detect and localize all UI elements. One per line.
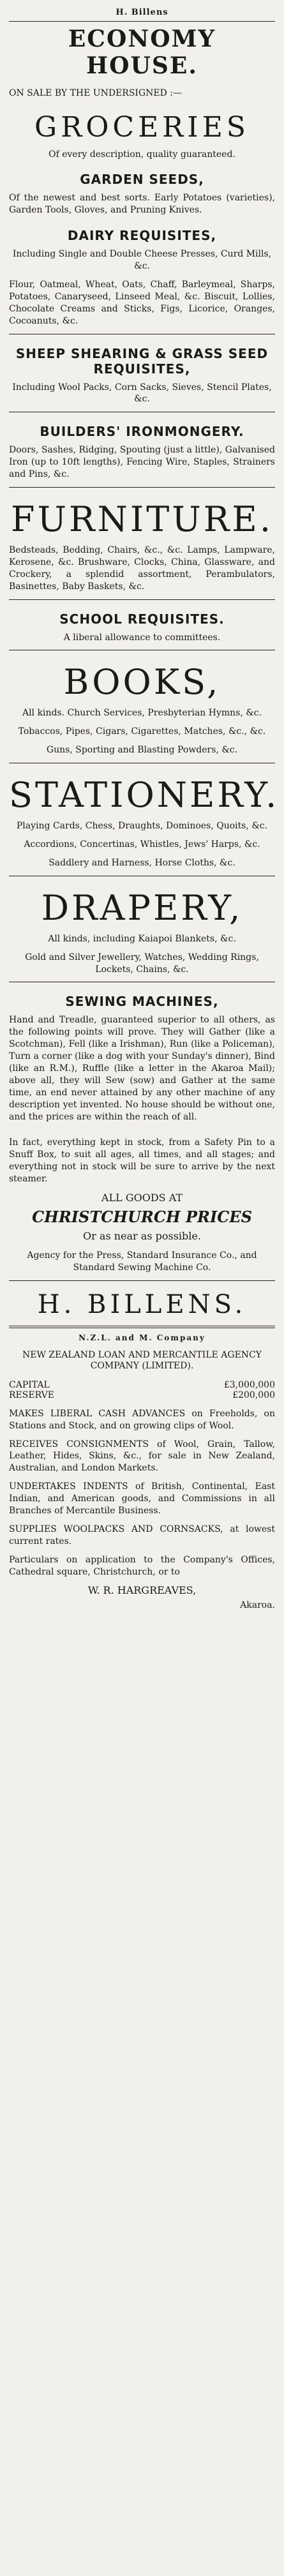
spacer-2: [9, 1242, 275, 1250]
sheep-title: SHEEP SHEARING & GRASS SEED REQUISITES,: [15, 345, 269, 377]
reserve-label: RESERVE: [9, 1389, 54, 1400]
nz-small-header: N.Z.L. and M. Company: [78, 1333, 206, 1342]
accordion-text: Accordions, Concertinas, Whistles, Jews' Harps, &c.: [24, 839, 260, 850]
builders-title: BUILDERS' IRONMONGERY.: [40, 424, 244, 440]
reserve-value: £200,000: [232, 1389, 275, 1400]
agent-place: Akaroa.: [240, 1600, 275, 1611]
agency-text: Agency for the Press, Standard Insurance Co., and Standard Sewing Machine Co.: [27, 1250, 257, 1273]
dairy-text: Including Single and Double Cheese Presses, Curd Mills, &c.: [12, 249, 272, 272]
sewing-text: Hand and Treadle, guaranteed superior to all others, as the following points will prove. They will Gather (like a Scotchman), Fell (like a Irishman), Run (like a Policeman), Turn a corner (like a dog with your Sunday's dinner), Bind (like an R.M.), Ruffle (like a letter in the Akaroa Mail); above all, they will Sew (sow) and Gather at the same time, an end never attained by any other machine of any description yet invented. No house should be without one, and the prices are within the reach of all.: [9, 1015, 275, 1122]
builders-text: Doors, Sashes, Ridging, Spouting (just a little), Galvanised Iron (up to 10ft lengths), Fencing Wire, Staples, Strainers and Pins, &c.: [9, 445, 275, 480]
garden-seeds-title: GARDEN SEEDS,: [80, 172, 204, 188]
economy-house-title: ECONOMY HOUSE.: [68, 26, 216, 79]
groceries-title: GROCERIES: [34, 110, 250, 144]
consign-text: RECEIVES CONSIGNMENTS of Wool, Grain, Tallow, Leather, Hides, Skins, &c., for sale in New Zealand, Australian, and London Markets.: [9, 1439, 275, 1474]
or-near-line: Or as near as possible.: [83, 1230, 201, 1243]
stationery-text: Playing Cards, Chess, Draughts, Dominoes, Quoits, &c.: [16, 821, 268, 832]
school-text: A liberal allowance to committees.: [63, 632, 221, 643]
furniture-text: Bedsteads, Bedding, Chairs, &c., &c. Lamps, Lampware, Kerosene, &c. Brushware, Clocks, China, Glassware, and Crockery, a splendid assortment, Perambulators, Basinettes, Baby Baskets, &c.: [9, 544, 275, 592]
supplies-text: SUPPLIES WOOLPACKS AND CORNSACKS, at lowest current rates.: [9, 1524, 275, 1546]
rule-9: [9, 1280, 275, 1281]
rule-3: [9, 487, 275, 488]
saddlery-text: Saddlery and Harness, Horse Cloths, &c.: [49, 857, 235, 868]
top-rule: [9, 21, 275, 22]
spacer-3: [9, 1372, 275, 1380]
capital-row: [9, 1380, 275, 1390]
capital-label: CAPITAL: [9, 1379, 50, 1390]
school-title: SCHOOL REQUISITES.: [59, 611, 225, 627]
sewing-title: SEWING MACHINES,: [65, 994, 219, 1010]
rule-4: [9, 599, 275, 600]
flour-text: Flour, Oatmeal, Wheat, Oats, Chaff, Barleymeal, Sharps, Potatoes, Canaryseed, Linseed Meal, &c. Biscuit, Lollies, Chocolate Creams and Sticks, Figs, Licorice, Oranges, Cocoanuts, &c.: [9, 279, 275, 326]
books-text: All kinds. Church Services, Presbyterian Hymns, &c.: [22, 708, 262, 719]
drapery-title: DRAPERY,: [41, 887, 243, 928]
spacer-4: [9, 1400, 275, 1408]
indents-text: UNDERTAKES INDENTS of British, Continental, East Indian, and American goods, and Commissions in all Branches of Mercantile Business.: [9, 1481, 275, 1516]
billens-footer: H. BILLENS.: [37, 1289, 247, 1319]
garden-seeds-text: Of the newest and best sorts. Early Potatoes (varieties), Garden Tools, Gloves, and Pruning Knives.: [9, 193, 275, 216]
christchurch-prices: CHRISTCHURCH PRICES: [32, 1208, 252, 1227]
furniture-title: FURNITURE.: [11, 498, 273, 539]
agent-name: W. R. HARGREAVES,: [87, 1584, 197, 1597]
reserve-row: [9, 1390, 275, 1400]
liberal-text: MAKES LIBERAL CASH ADVANCES on Freeholds, on Stations and Stock, and on growing clips of Wool.: [9, 1408, 275, 1431]
drapery-text: All kinds, including Kaiapoi Blankets, &c.: [48, 933, 236, 944]
dairy-title: DAIRY REQUISITES,: [67, 228, 217, 244]
fact-text: In fact, everything kept in stock, from a Safety Pin to a Snuff Box, to suit all ages, all times, and all stages; and everything not in stock will be sure to arrive by the next steamer.: [9, 1137, 275, 1185]
on-sale-line: [9, 88, 275, 100]
jewellery-text: Gold and Silver Jewellery, Watches, Wedding Rings, Lockets, Chains, &c.: [25, 952, 259, 975]
groceries-text: Of every description, quality guaranteed.: [49, 149, 235, 160]
guns-text: Guns, Sporting and Blasting Powders, &c.: [46, 745, 238, 756]
sheep-text: Including Wool Packs, Corn Sacks, Sieves, Stencil Plates, &c.: [12, 382, 272, 405]
books-title: BOOKS,: [63, 662, 221, 703]
all-goods-line: ALL GOODS AT: [101, 1192, 183, 1204]
double-rule: [9, 1326, 275, 1328]
nz-heading: [9, 1350, 275, 1372]
tobacco-text: Tobaccos, Pipes, Cigars, Cigarettes, Matches, &c., &c.: [18, 726, 266, 737]
spacer-1: [9, 1129, 275, 1137]
nz-head-text: NEW ZEALAND LOAN AND MERCANTILE AGENCY COMPANY (LIMITED).: [22, 1349, 262, 1372]
top-banner: H. Billens: [116, 8, 168, 17]
capital-value: £3,000,000: [223, 1379, 275, 1390]
on-sale-text: ON SALE BY THE UNDERSIGNED :—: [9, 88, 182, 98]
particulars-text: Particulars on application to the Company's Offices, Cathedral square, Christchurch, or to: [9, 1554, 275, 1577]
stationery-title: STATIONERY.: [9, 775, 280, 816]
